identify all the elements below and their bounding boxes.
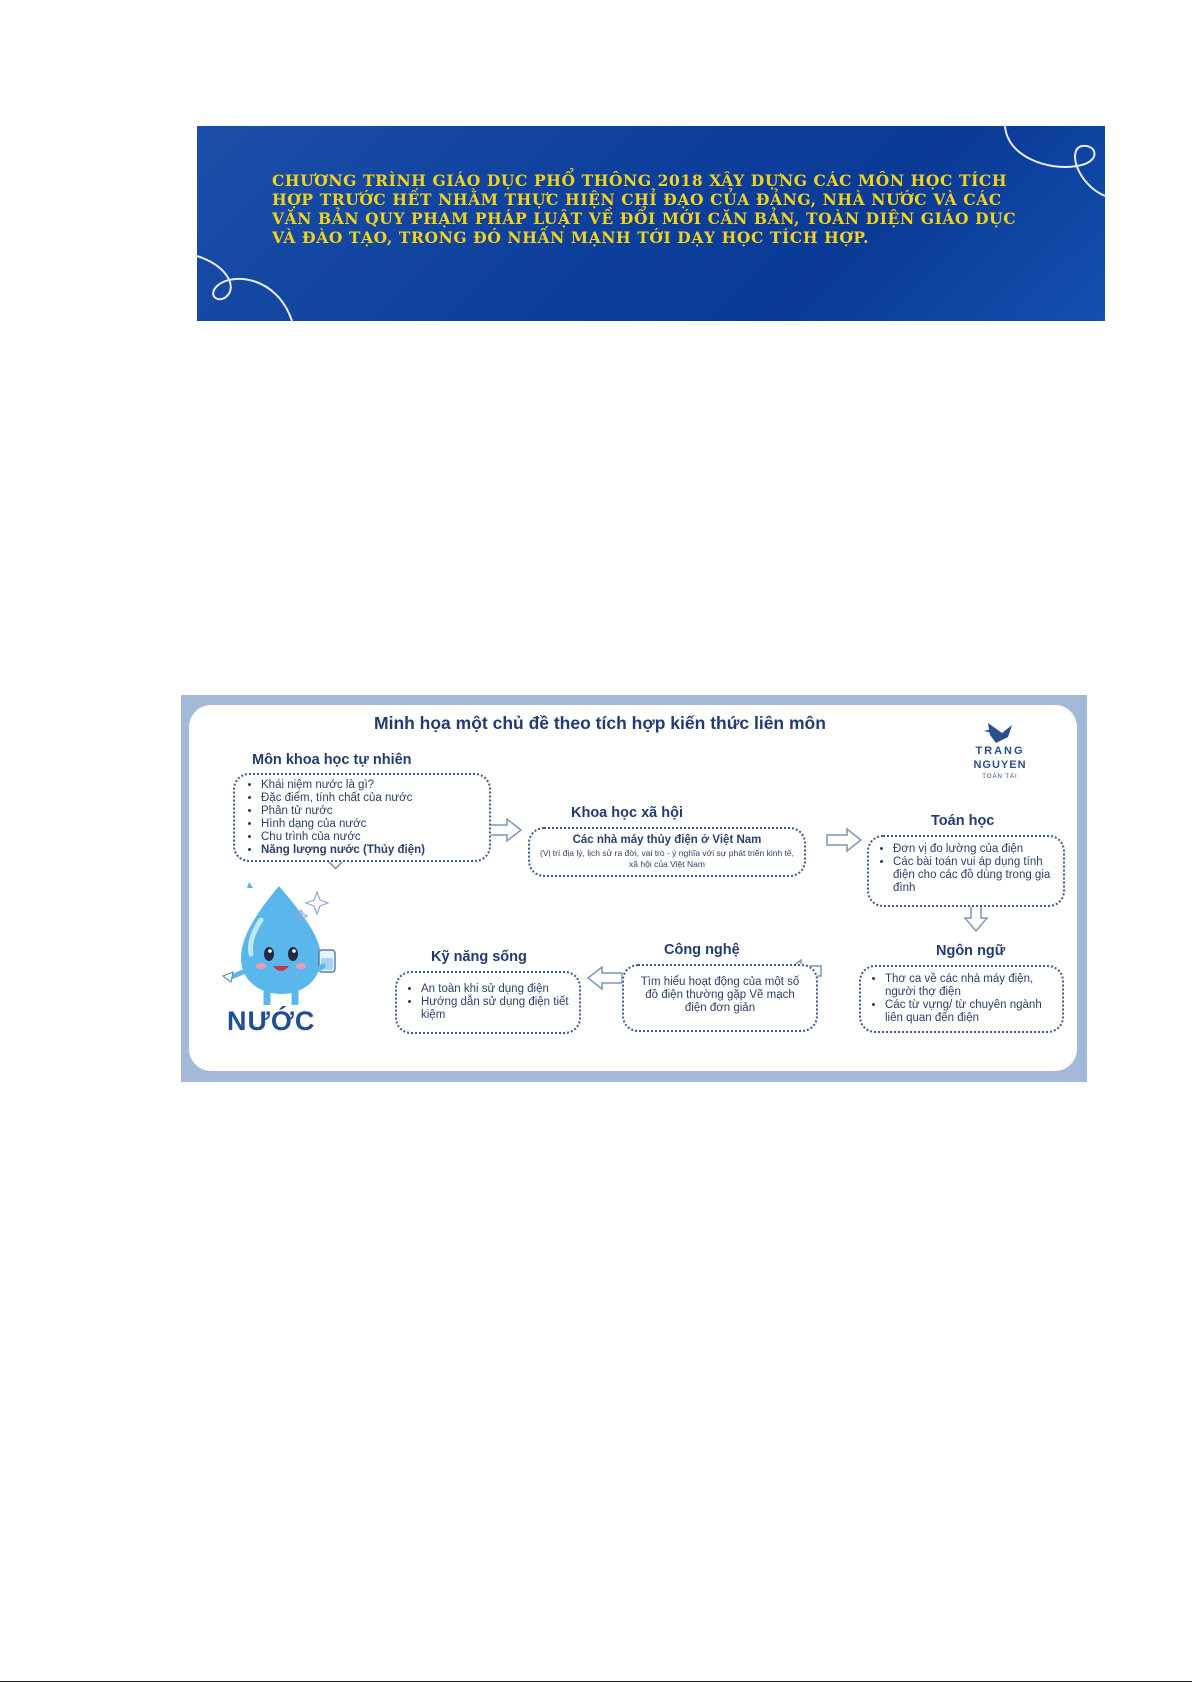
list-item: • Đơn vị đo lường của điện xyxy=(893,843,1057,856)
list-item: • Khái niệm nước là gì? xyxy=(261,779,481,792)
heading-ngon-ngu: Ngôn ngữ xyxy=(936,943,1006,959)
box-ky-nang-song xyxy=(395,971,581,1034)
infographic-panel xyxy=(189,705,1077,1071)
list-item: • Đặc điểm, tính chất của nước xyxy=(261,792,481,805)
water-drop-mascot-icon xyxy=(219,880,369,1005)
center-label-nuoc: NƯỚC xyxy=(227,1006,316,1036)
list-item: • Các từ vựng/ từ chuyên ngành liên quan đến điện xyxy=(885,999,1056,1025)
heading-toan-hoc: Toán học xyxy=(931,813,995,829)
ngonngu-list xyxy=(867,973,1056,1025)
list-item: • Hướng dẫn sử dụng điện tiết kiệm xyxy=(421,996,573,1022)
arrow-right-icon xyxy=(827,829,861,851)
khxh-subtitle: (Vị trí địa lý, lịch sử ra đời, vai trò - ý nghĩa với sự phát triển kinh tế, xã hội của Việt Nam xyxy=(539,848,794,869)
box-khxh xyxy=(528,827,806,877)
congnghe-text: Tìm hiểu hoạt động của một số đồ điện thường gặp Vẽ mạch điện đơn giản xyxy=(640,976,800,1014)
list-item: • Chu trình của nước xyxy=(261,831,481,844)
list-item: • Các bài toán vui áp dụng tính điện cho các đồ dùng trong gia đình xyxy=(893,856,1057,895)
kynang-list xyxy=(403,983,573,1022)
box-khtn xyxy=(233,773,491,862)
heading-ky-nang-song: Kỹ năng sống xyxy=(431,949,527,965)
logo-text-line3: TOÀN TÀI xyxy=(982,774,1018,780)
toan-list xyxy=(875,843,1057,895)
page-bottom-rule xyxy=(0,1681,1192,1682)
box-toan-hoc xyxy=(867,835,1065,907)
heading-cong-nghe: Công nghệ xyxy=(664,942,740,958)
khxh-title: Các nhà máy thủy điện ở Việt Nam xyxy=(572,834,762,846)
infographic-title: Minh họa một chủ đề theo tích hợp kiến thức liên môn xyxy=(374,713,826,733)
heading-khxh: Khoa học xã hội xyxy=(571,805,683,821)
list-item: • Năng lượng nước (Thủy điện) xyxy=(261,844,481,857)
box-ngon-ngu xyxy=(859,965,1064,1033)
arrow-right-icon xyxy=(487,819,521,841)
list-item: • An toàn khi sử dụng điện xyxy=(421,983,573,996)
arrow-left-icon xyxy=(588,967,622,989)
list-item: • Hình dạng của nước xyxy=(261,818,481,831)
banner xyxy=(197,126,1105,321)
khtn-list xyxy=(243,779,481,857)
list-item: • Phân tử nước xyxy=(261,805,481,818)
list-item: • Thơ ca về các nhà máy điện, người thợ điện xyxy=(885,973,1056,999)
heading-khtn: Môn khoa học tự nhiên xyxy=(252,752,412,768)
logo-text-line2: NGUYEN xyxy=(973,759,1027,771)
logo-text-line1: TRANG xyxy=(975,745,1025,757)
infographic-frame xyxy=(181,695,1087,1082)
banner-text: CHƯƠNG TRÌNH GIÁO DỤC PHỔ THÔNG 2018 XÂY DỰNG CÁC MÔN HỌC TÍCH HỢP TRƯỚC HẾT NHẰM THỰC HIỆN CHỈ ĐẠO CỦA ĐẢNG, NHÀ NƯỚC VÀ CÁC VĂN BẢN QUY PHẠM PHÁP LUẬT VỀ ĐỔI MỚI CĂN BẢN, TOÀN DIỆN GIÁO DỤC VÀ ĐÀO TẠO, TRONG ĐÓ NHẤN MẠNH TỚI DẠY HỌC TÍCH HỢP. xyxy=(272,171,1017,247)
box-cong-nghe xyxy=(622,964,818,1032)
